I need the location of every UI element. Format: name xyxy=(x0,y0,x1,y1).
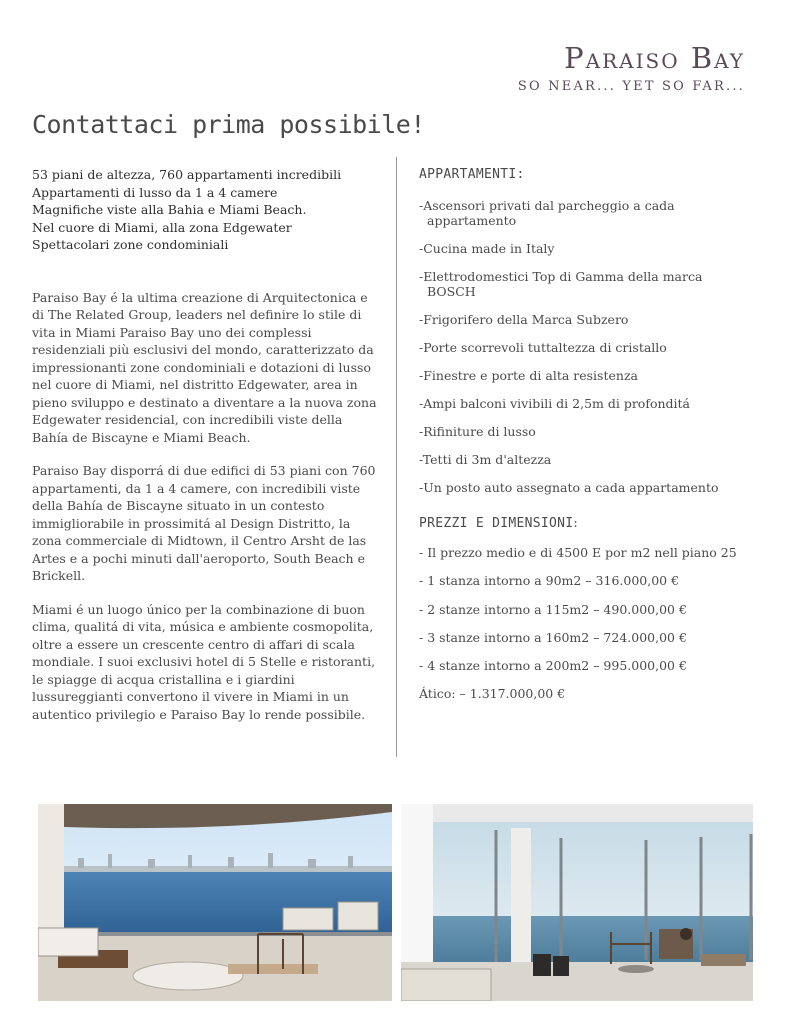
buildings-paragraph: Paraiso Bay disporrá di due edifici di 53 piani con 760 appartamenti, da 1 a 4 camere, con incredibili viste della Bahía de Biscayne situato in un contesto immigliorabile in prossimitá al Design Distritto, la zona commerciale di Midtown, il Centro Arsht de las Artes e a pochi minuti dall'aeroporto, South Beach e Brickell. xyxy=(32,463,376,583)
apartments-title: APPARTAMENTI: xyxy=(419,167,525,182)
balcony-bay-photo xyxy=(38,804,392,1001)
feature-item xyxy=(419,424,759,439)
feature-text: -Ampi balconi vivibili di 2,5m di profonditá xyxy=(419,396,690,411)
feature-text: -Porte scorrevoli tuttaltezza di cristallo xyxy=(419,340,667,355)
prices-title-colon: : xyxy=(573,516,579,531)
prices-title xyxy=(419,515,759,533)
prices-title-text: PREZZI E DIMENSIONI xyxy=(419,516,574,531)
feature-text: -Elettrodomestici Top di Gamma della marca xyxy=(419,269,703,284)
feature-text: -Rifiniture di lusso xyxy=(419,424,536,439)
intro-paragraph: Paraiso Bay é la ultima creazione di Arquitectonica e di The Related Group, leaders nel definire lo stile di vita in Miami Paraiso Bay uno dei complessi residenziali più esclusivi del mondo, caratterizzato da impressionanti zone condominiali e dotazioni di lusso nel cuore di Miami, nel distritto Edgewater, area in pieno sviluppo e destinato a diventare a la nuova zona Edgewater residencial, con incredibili viste della Bahía de Biscayne e Miami Beach. xyxy=(32,289,377,445)
left-column xyxy=(32,166,382,739)
highlight-line: Appartamenti di lusso da 1 a 4 camere xyxy=(32,184,278,200)
feature-text: -Finestre e porte di alta resistenza xyxy=(419,368,638,383)
brand-name: Paraiso Bay xyxy=(564,41,745,75)
brand-logo xyxy=(518,38,745,96)
column-divider xyxy=(396,157,397,757)
price-item: - 2 stanze intorno a 115m2 – 490.000,00 € xyxy=(419,601,687,617)
feature-text-cont: appartamento xyxy=(427,213,517,228)
feature-item xyxy=(419,198,759,228)
brand-tagline: SO NEAR... YET SO FAR... xyxy=(517,79,745,94)
feature-item xyxy=(419,312,759,327)
price-item: - Il prezzo medio e di 4500 E por m2 nell piano 25 xyxy=(419,545,737,560)
price-item: - 4 stanze intorno a 200m2 – 995.000,00 € xyxy=(419,658,687,674)
highlight-line: Magnifiche viste alla Bahia e Miami Beach. xyxy=(32,202,307,217)
highlight-line: Spettacolari zone condominiali xyxy=(32,237,229,252)
miami-paragraph: Miami é un luogo único per la combinazione di buon clima, qualitá di vita, música e ambiente cosmopolita, oltre a essere un crescente centro di affari di scala mondiale. I suoi exclusivi hotel di 5 Stelle e ristoranti, le spiagge di acqua cristallina e i giardini lussureggianti convertono il vivere in Miami in un autentico privilegio e Paraiso Bay lo rende possibile. xyxy=(32,601,376,722)
feature-text: -Frigorifero della Marca Subzero xyxy=(419,312,629,327)
feature-item xyxy=(419,269,759,299)
price-item: - 1 stanza intorno a 90m2 – 316.000,00 € xyxy=(419,573,680,589)
right-column xyxy=(419,166,759,715)
feature-item xyxy=(419,480,759,495)
page-headline: Contattaci prima possibile! xyxy=(32,110,425,139)
feature-text: -Cucina made in Italy xyxy=(419,241,555,256)
feature-item xyxy=(419,340,759,355)
feature-item xyxy=(419,368,759,383)
feature-text: -Tetti di 3m d'altezza xyxy=(419,452,552,467)
highlights-block xyxy=(32,166,382,254)
feature-item xyxy=(419,241,759,256)
price-item: - 3 stanze intorno a 160m2 – 724.000,00 € xyxy=(419,629,687,645)
feature-text: -Ascensori privati dal parcheggio a cada xyxy=(419,198,675,213)
feature-text-cont: BOSCH xyxy=(427,284,476,299)
living-room-photo xyxy=(401,804,753,1001)
price-item: Ático: – 1.317.000,00 € xyxy=(419,686,566,702)
highlight-line: 53 piani de altezza, 760 appartamenti incredibili xyxy=(32,167,342,182)
feature-item xyxy=(419,396,759,411)
feature-item xyxy=(419,452,759,467)
highlight-line: Nel cuore di Miami, alla zona Edgewater xyxy=(32,219,292,235)
feature-text: -Un posto auto assegnato a cada appartamento xyxy=(419,480,719,495)
